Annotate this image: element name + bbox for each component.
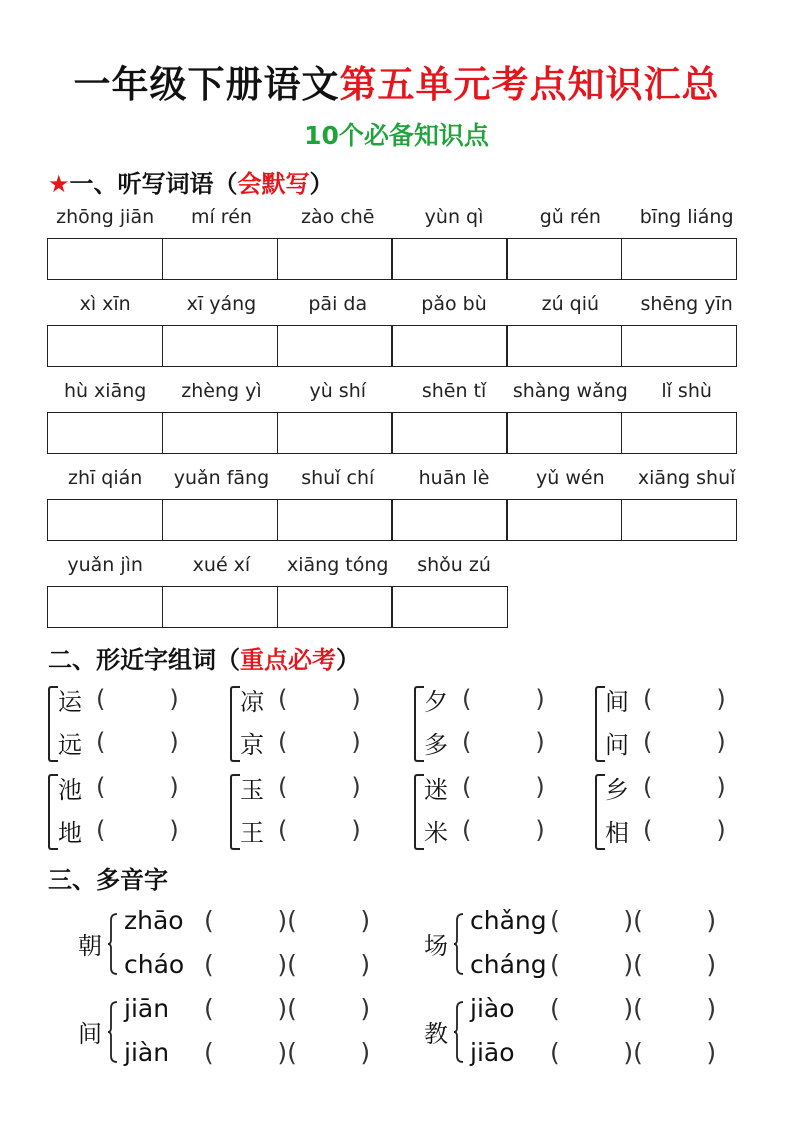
similar-pair (230, 770, 400, 850)
pinyin-label: shuǐ chí (301, 467, 375, 489)
similar-line[interactable] (58, 725, 179, 759)
open-paren: ( (96, 773, 106, 801)
similar-char: 池 (58, 775, 82, 804)
open-paren: ( (96, 685, 106, 713)
bracket-icon (595, 686, 605, 762)
answer-box-row (47, 499, 745, 541)
answer-box[interactable] (47, 586, 163, 628)
answer-box[interactable] (621, 412, 737, 454)
pinyin-label: hù xiāng (63, 380, 147, 402)
bracket-icon (414, 686, 424, 762)
reading-pinyin: jiāo (470, 1037, 515, 1067)
bracket-icon (48, 686, 58, 762)
pinyin-label: shàng wǎng (512, 380, 628, 402)
pinyin-label: gǔ rén (539, 206, 601, 228)
open-paren: ( (96, 816, 106, 844)
close-paren: ) (535, 816, 545, 844)
similar-line[interactable] (605, 770, 726, 804)
similar-char: 王 (240, 818, 264, 847)
similar-char: 远 (58, 730, 82, 759)
polyphonic-reading-line[interactable] (124, 900, 370, 940)
close-paren: ) (351, 728, 361, 756)
close-paren: ) (351, 816, 361, 844)
close-paren: ) (535, 773, 545, 801)
open-paren: ( (278, 728, 288, 756)
similar-char: 问 (605, 730, 629, 759)
page-title (0, 54, 793, 108)
pinyin-label: zhèng yì (181, 380, 262, 402)
close-paren: ) (716, 816, 726, 844)
brace-icon (108, 1000, 118, 1064)
pinyin-label: pāi da (308, 293, 368, 315)
star-icon: ★ (48, 170, 70, 198)
pinyin-label: xué xí (192, 554, 251, 576)
answer-box[interactable] (162, 238, 278, 280)
pinyin-label: xiāng shuǐ (637, 467, 736, 489)
similar-line[interactable] (240, 682, 361, 716)
similar-char: 京 (240, 730, 264, 759)
section-2-emphasis: 重点必考 (240, 646, 336, 674)
polyphonic-reading-line[interactable] (124, 1032, 370, 1072)
answer-box[interactable] (47, 499, 163, 541)
polyphonic-reading-line[interactable] (124, 988, 370, 1028)
close-paren: ) (169, 728, 179, 756)
answer-box-row (47, 586, 745, 628)
similar-line[interactable] (424, 813, 545, 847)
pinyin-row (47, 467, 745, 495)
brace-icon (108, 912, 118, 976)
bracket-icon (230, 686, 240, 762)
similar-line[interactable] (58, 682, 179, 716)
pinyin-label: xī yáng (186, 293, 257, 315)
polyphonic-reading-line[interactable] (470, 988, 716, 1028)
polyphonic-item (424, 988, 764, 1078)
open-paren: ( (462, 773, 472, 801)
close-paren: ) (351, 773, 361, 801)
title-part-2: 第五单元考点知识汇总 (339, 63, 720, 106)
similar-char: 相 (605, 818, 629, 847)
answer-box[interactable] (47, 238, 163, 280)
reading-pinyin: cháng (470, 949, 547, 979)
answer-box[interactable] (277, 412, 393, 454)
answer-box-row (47, 325, 745, 367)
open-paren: ( (96, 728, 106, 756)
open-paren: ( (278, 773, 288, 801)
bracket-icon (48, 774, 58, 850)
close-paren: ) (535, 685, 545, 713)
close-paren: ) (169, 816, 179, 844)
polyphonic-reading-line[interactable] (124, 944, 370, 984)
close-paren: ) (716, 685, 726, 713)
answer-blanks: ( )( ) (550, 993, 717, 1023)
answer-box[interactable] (621, 325, 737, 367)
answer-blanks: ( )( ) (550, 905, 717, 935)
section-1-close: ） (309, 170, 334, 198)
similar-pair (230, 682, 400, 762)
dictation-row (47, 554, 745, 628)
answer-box[interactable] (391, 238, 507, 280)
answer-blanks: ( )( ) (204, 993, 371, 1023)
answer-box[interactable] (277, 586, 393, 628)
polyphonic-item (78, 988, 418, 1078)
open-paren: ( (278, 816, 288, 844)
answer-box[interactable] (162, 499, 278, 541)
bracket-icon (595, 774, 605, 850)
pinyin-label: lǐ shù (661, 380, 712, 402)
answer-blanks: ( )( ) (550, 949, 717, 979)
pinyin-label: bīng liáng (639, 206, 734, 228)
section-3-label: 三、多音字 (48, 866, 168, 894)
similar-char: 多 (424, 730, 448, 759)
section-1-emphasis: 会默写 (237, 170, 310, 198)
similar-pair (595, 682, 765, 762)
answer-box[interactable] (391, 586, 507, 628)
close-paren: ) (716, 773, 726, 801)
pinyin-label: yù shí (309, 380, 367, 402)
similar-char: 乡 (605, 775, 629, 804)
similar-pair (414, 770, 584, 850)
polyphonic-char: 教 (424, 1020, 448, 1048)
dictation-row (47, 467, 745, 541)
open-paren: ( (643, 773, 653, 801)
section-2-close: ） (336, 646, 360, 674)
reading-pinyin: cháo (124, 949, 185, 979)
pinyin-row (47, 554, 745, 582)
polyphonic-item (78, 900, 418, 990)
pinyin-label: shēng yīn (640, 293, 733, 315)
pinyin-label: yùn qì (424, 206, 484, 228)
close-paren: ) (351, 685, 361, 713)
pinyin-label: zào chē (301, 206, 375, 228)
polyphonic-char: 场 (424, 932, 448, 960)
answer-box-row (47, 412, 745, 454)
pinyin-label: zú qiú (541, 293, 600, 315)
pinyin-label: pǎo bù (421, 293, 487, 315)
answer-box[interactable] (277, 499, 393, 541)
answer-box[interactable] (506, 499, 622, 541)
reading-pinyin: jiàn (124, 1037, 170, 1067)
open-paren: ( (462, 685, 472, 713)
section-1-label: 一、听写词语（ (69, 170, 238, 198)
pinyin-row (47, 206, 745, 234)
pinyin-row (47, 380, 745, 408)
similar-pair (48, 682, 218, 762)
answer-blanks: ( )( ) (550, 1037, 717, 1067)
answer-box[interactable] (621, 499, 737, 541)
pinyin-label: zhī qián (67, 467, 143, 489)
bracket-icon (230, 774, 240, 850)
answer-box[interactable] (162, 412, 278, 454)
similar-pair (414, 682, 584, 762)
title-part-1: 一年级下册语文 (73, 63, 340, 106)
answer-box[interactable] (162, 325, 278, 367)
answer-box[interactable] (47, 412, 163, 454)
similar-pair (48, 770, 218, 850)
polyphonic-reading-line[interactable] (470, 944, 716, 984)
pinyin-label: xiāng tóng (286, 554, 389, 576)
section-2-label: 二、形近字组词（ (48, 646, 240, 674)
similar-char: 凉 (240, 687, 264, 716)
similar-char: 夕 (424, 687, 448, 716)
dictation-row (47, 293, 745, 367)
open-paren: ( (643, 685, 653, 713)
similar-char: 米 (424, 818, 448, 847)
close-paren: ) (169, 685, 179, 713)
section-3-heading (48, 860, 168, 895)
polyphonic-item (424, 900, 764, 990)
dictation-row (47, 206, 745, 280)
open-paren: ( (278, 685, 288, 713)
brace-icon (454, 1000, 464, 1064)
similar-line[interactable] (424, 682, 545, 716)
answer-box[interactable] (277, 325, 393, 367)
open-paren: ( (643, 728, 653, 756)
reading-pinyin: jiān (124, 993, 170, 1023)
open-paren: ( (462, 728, 472, 756)
similar-line[interactable] (424, 725, 545, 759)
bracket-icon (414, 774, 424, 850)
similar-char: 迷 (424, 775, 448, 804)
similar-line[interactable] (424, 770, 545, 804)
answer-box[interactable] (506, 238, 622, 280)
section-2-heading (48, 640, 360, 675)
similar-char: 运 (58, 687, 82, 716)
similar-char: 地 (58, 818, 82, 847)
answer-blanks: ( )( ) (204, 949, 371, 979)
open-paren: ( (643, 816, 653, 844)
brace-icon (454, 912, 464, 976)
answer-box[interactable] (506, 325, 622, 367)
reading-pinyin: chǎng (470, 905, 547, 935)
similar-char: 间 (605, 687, 629, 716)
polyphonic-reading-line[interactable] (470, 1032, 716, 1072)
answer-box[interactable] (47, 325, 163, 367)
answer-box[interactable] (391, 412, 507, 454)
answer-box[interactable] (506, 412, 622, 454)
answer-box-row (47, 238, 745, 280)
pinyin-label: yǔ wén (536, 467, 605, 489)
reading-pinyin: jiào (470, 993, 515, 1023)
similar-line[interactable] (240, 813, 361, 847)
similar-line[interactable] (240, 770, 361, 804)
polyphonic-reading-line[interactable] (470, 900, 716, 940)
close-paren: ) (169, 773, 179, 801)
pinyin-label: mí rén (190, 206, 252, 228)
pinyin-row (47, 293, 745, 321)
answer-box[interactable] (391, 325, 507, 367)
answer-blanks: ( )( ) (204, 1037, 371, 1067)
open-paren: ( (462, 816, 472, 844)
answer-box[interactable] (277, 238, 393, 280)
pinyin-label: yuǎn fāng (173, 467, 270, 489)
answer-box[interactable] (162, 586, 278, 628)
similar-pair (595, 770, 765, 850)
similar-line[interactable] (605, 725, 726, 759)
pinyin-label: yuǎn jìn (67, 554, 143, 576)
dictation-row (47, 380, 745, 454)
similar-line[interactable] (58, 813, 179, 847)
answer-blanks: ( )( ) (204, 905, 371, 935)
similar-line[interactable] (58, 770, 179, 804)
pinyin-label: huān lè (418, 467, 490, 489)
similar-line[interactable] (605, 682, 726, 716)
close-paren: ) (716, 728, 726, 756)
answer-box[interactable] (391, 499, 507, 541)
page-subtitle: 10个必备知识点 (304, 121, 489, 150)
similar-line[interactable] (240, 725, 361, 759)
similar-line[interactable] (605, 813, 726, 847)
pinyin-label: zhōng jiān (56, 206, 155, 228)
section-1-heading (48, 164, 334, 199)
answer-box[interactable] (621, 238, 737, 280)
polyphonic-char: 朝 (78, 932, 102, 960)
reading-pinyin: zhāo (124, 905, 184, 935)
close-paren: ) (535, 728, 545, 756)
polyphonic-char: 间 (78, 1020, 102, 1048)
pinyin-label: shǒu zú (417, 554, 491, 576)
pinyin-label: shēn tǐ (421, 380, 487, 402)
pinyin-label: xì xīn (79, 293, 131, 315)
similar-char: 玉 (240, 775, 264, 804)
